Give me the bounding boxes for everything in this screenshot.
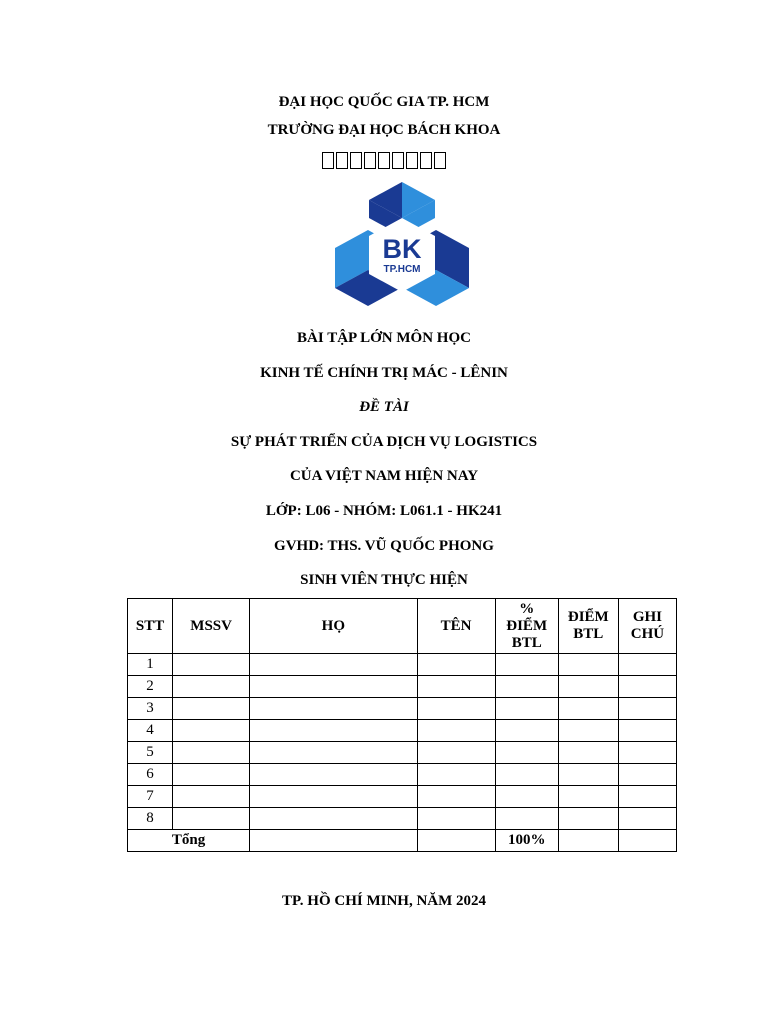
- subject-name: KINH TẾ CHÍNH TRỊ MÁC - LÊNIN: [260, 365, 508, 381]
- total-percent: 100%: [495, 830, 558, 852]
- header-notes: GHI CHÚ: [618, 599, 676, 654]
- topic-label: ĐỀ TÀI: [359, 399, 409, 415]
- table-row: 3: [128, 698, 677, 720]
- topic-line-2: CỦA VIỆT NAM HIỆN NAY: [289, 468, 479, 484]
- table-row: 5: [128, 742, 677, 764]
- header-mssv: MSSV: [173, 599, 250, 654]
- school-name: TRƯỜNG ĐẠI HỌC BÁCH KHOA: [267, 122, 501, 138]
- students-heading: SINH VIÊN THỰC HIỆN: [300, 572, 468, 588]
- class-info: LỚP: L06 - NHÓM: L061.1 - HK241: [265, 503, 503, 519]
- topic-line-1: SỰ PHÁT TRIỂN CỦA DỊCH VỤ LOGISTICS: [230, 434, 538, 450]
- table-row: 4: [128, 720, 677, 742]
- total-label: Tổng: [128, 830, 250, 852]
- header-ten: TÊN: [417, 599, 495, 654]
- header-stt: STT: [128, 599, 173, 654]
- header-ho: HỌ: [250, 599, 417, 654]
- footer-place-year: TP. HỒ CHÍ MINH, NĂM 2024: [281, 893, 487, 909]
- missing-glyph-row: [0, 150, 768, 170]
- bk-logo: [331, 178, 473, 314]
- logo-text-sub: TP.HCM: [383, 264, 421, 275]
- logo-text-main: BK: [382, 234, 422, 264]
- university-name: ĐẠI HỌC QUỐC GIA TP. HCM: [278, 94, 490, 110]
- student-table: [127, 598, 677, 852]
- assignment-title: BÀI TẬP LỚN MÔN HỌC: [297, 330, 471, 346]
- header-score: ĐIỂM BTL: [558, 599, 618, 654]
- header-percent: % ĐIỂM BTL: [495, 599, 558, 654]
- table-header-row: [128, 599, 677, 654]
- table-row: 1: [128, 654, 677, 676]
- table-row: 2: [128, 676, 677, 698]
- table-row: 8: [128, 808, 677, 830]
- table-total-row: [128, 830, 677, 852]
- table-row: 7: [128, 786, 677, 808]
- instructor: GVHD: THS. VŨ QUỐC PHONG: [274, 538, 494, 554]
- table-row: 6: [128, 764, 677, 786]
